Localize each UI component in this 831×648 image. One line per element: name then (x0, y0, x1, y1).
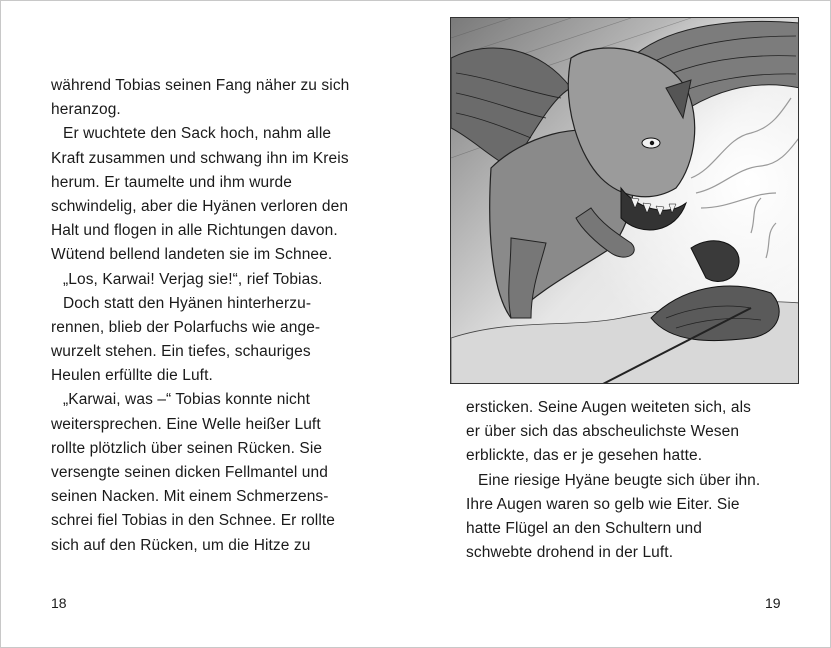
right-page-text (466, 396, 796, 565)
text-line: schrei fiel Tobias in den Schnee. Er rollte (51, 512, 336, 530)
text-line: Er wuchtete den Sack hoch, nahm alle (63, 125, 332, 143)
text-line: weitersprechen. Eine Welle heißer Luft (51, 415, 321, 433)
text-line: erblickte, das er je gesehen hatte. (466, 447, 703, 465)
text-line: Eine riesige Hyäne beugte sich über ihn. (478, 471, 761, 489)
text-line: wurzelt stehen. Ein tiefes, schauriges (51, 343, 311, 361)
text-line: schwindelig, aber die Hyänen verloren den (51, 197, 349, 215)
text-line: seinen Nacken. Mit einem Schmerzens- (51, 488, 329, 506)
text-line: versengte seinen dicken Fellmantel und (51, 464, 328, 481)
left-page (1, 1, 416, 647)
text-line: schwebte drohend in der Luft. (466, 544, 674, 562)
text-line: herum. Er taumelte und ihm wurde (51, 173, 292, 191)
text-line: rollte plötzlich über seinen Rücken. Sie (51, 439, 323, 457)
left-page-text (51, 74, 381, 558)
text-line: heranzog. (51, 101, 121, 119)
text-line: ersticken. Seine Augen weiteten sich, als (466, 399, 751, 416)
text-line: Doch statt den Hyänen hinterherzu- (63, 294, 312, 312)
text-line: Halt und flogen in alle Richtungen davon. (51, 222, 338, 240)
text-line: während Tobias seinen Fang näher zu sich (51, 77, 350, 94)
text-line: „Los, Karwai! Verjag sie!“, rief Tobias. (63, 270, 323, 288)
text-line: rennen, blieb der Polarfuchs wie ange- (51, 318, 321, 336)
text-line: sich auf den Rücken, um die Hitze zu (51, 536, 311, 554)
text-line: „Karwai, was –“ Tobias konnte nicht (63, 391, 311, 409)
text-line: Heulen erfüllte die Luft. (51, 367, 213, 385)
text-line: hatte Flügel an den Schultern und (466, 519, 702, 537)
text-line: Kraft zusammen und schwang ihn im Kreis (51, 149, 349, 167)
text-line: er über sich das abscheulichste Wesen (466, 423, 740, 441)
text-line: Wütend bellend landeten sie im Schnee. (51, 246, 333, 264)
page-number-left: 18 (51, 595, 67, 611)
text-line: Ihre Augen waren so gelb wie Eiter. Sie (466, 495, 740, 513)
page-number-right: 19 (765, 595, 781, 611)
